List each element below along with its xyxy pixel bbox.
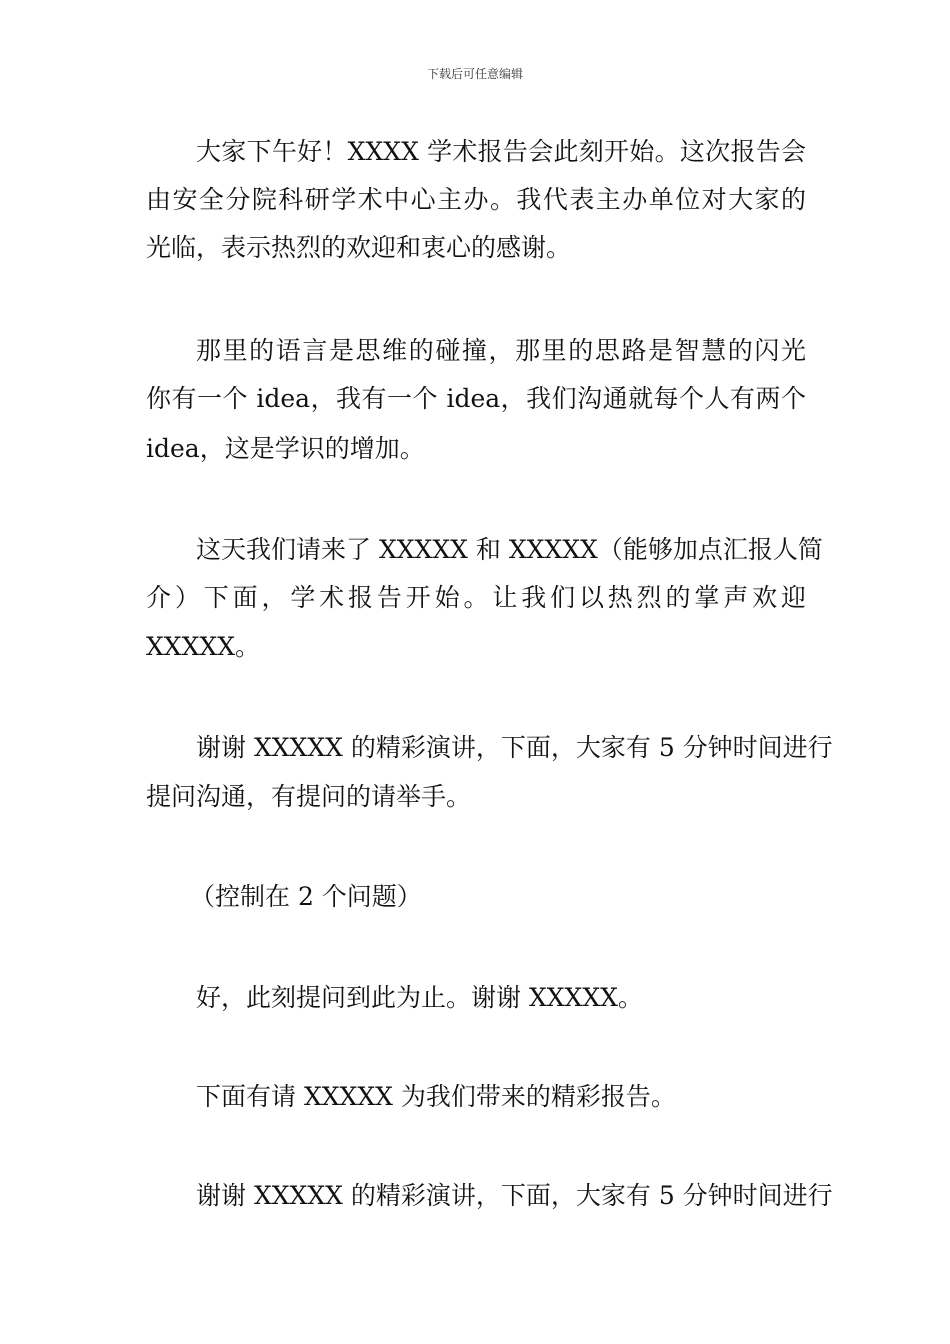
paragraph-3-line-2: 介）下面，学术报告开始。让我们以热烈的掌声欢迎 (146, 583, 806, 612)
paragraph-1-line-2: 由安全分院科研学术中心主办。我代表主办单位对大家的 (146, 185, 806, 214)
paragraph-1-line-1: 大家下午好！XXXX 学术报告会此刻开始。这次报告会 (196, 137, 806, 166)
paragraph-8-line-1: 谢谢 XXXXX 的精彩演讲，下面，大家有 5 分钟时间进行 (196, 1181, 833, 1210)
paragraph-3-line-1: 这天我们请来了 XXXXX 和 XXXXX（能够加点汇报人简 (196, 535, 823, 564)
paragraph-4-line-1: 谢谢 XXXXX 的精彩演讲，下面，大家有 5 分钟时间进行 (196, 733, 833, 762)
paragraph-4-line-2: 提问沟通，有提问的请举手。 (146, 782, 472, 811)
header-note: 下载后可任意编辑 (426, 67, 523, 81)
paragraph-3-line-3: XXXXX。 (146, 632, 260, 661)
paragraph-6-line-1: 好，此刻提问到此为止。谢谢 XXXXX。 (196, 983, 643, 1012)
paragraph-1-line-3: 光临，表示热烈的欢迎和衷心的感谢。 (146, 233, 572, 262)
paragraph-2-line-3: idea，这是学识的增加。 (146, 434, 425, 463)
paragraph-2-line-2: 你有一个 idea，我有一个 idea，我们沟通就每个人有两个 (146, 384, 806, 413)
paragraph-2-line-1: 那里的语言是思维的碰撞，那里的思路是智慧的闪光 (196, 336, 806, 365)
paragraph-5-line-1: （控制在 2 个问题） (190, 882, 422, 911)
paragraph-7-line-1: 下面有请 XXXXX 为我们带来的精彩报告。 (196, 1082, 676, 1111)
